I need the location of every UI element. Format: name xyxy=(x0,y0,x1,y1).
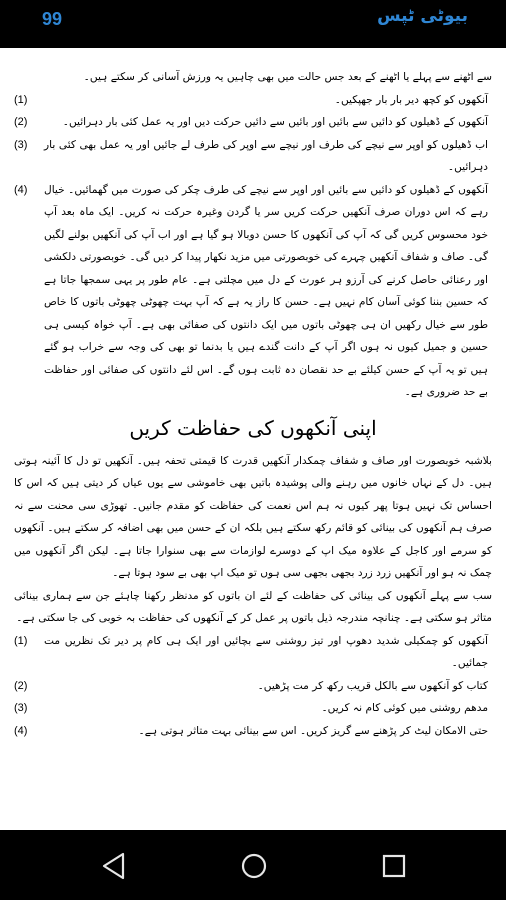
list-item xyxy=(14,179,492,404)
intro-line: سے اٹھنے سے پہلے یا اٹھنے کے بعد جس حالت میں بھی چاہیں یہ ورزش آسانی کر سکتے ہیں۔ xyxy=(83,71,492,83)
list-item-text: آنکھوں کو کچھ دیر بار بار جھپکیں۔ xyxy=(334,93,488,106)
list-item xyxy=(14,675,492,698)
tips-list xyxy=(14,630,492,743)
page-content xyxy=(14,66,492,742)
list-item-text: مدھم روشنی میں کوئی کام نہ کریں۔ xyxy=(321,702,488,714)
list-item xyxy=(14,111,492,134)
list-item-number: (1) xyxy=(14,634,28,647)
list-item-number: (3) xyxy=(14,702,28,714)
book-page[interactable] xyxy=(0,48,506,830)
exercise-list xyxy=(14,89,492,404)
list-item xyxy=(14,630,492,675)
list-item-text: حتی الامکان لیٹ کر پڑھنے سے گریز کریں۔ اس سے بینائی بہت متاثر ہوتی ہے۔ xyxy=(138,724,488,737)
list-item-text: آنکھوں کے ڈھیلوں کو دائیں سے بائیں اور بائیں سے دائیں حرکت دیں اور یہ عمل کئی بار دہرائیں۔ xyxy=(62,116,488,128)
app-title: بیوٹی ٹپس xyxy=(377,6,468,26)
recents-square-icon xyxy=(381,853,407,879)
list-item-text: آنکھوں کے ڈھیلوں کو دائیں سے بائیں اور اوپر سے نیچے کی طرف چکر کی صورت میں گھمائیں۔ خیال رہے کہ اس دوران صرف آنکھیں حرکت کریں سر یا گردن وغیرہ حرکت نہ کریں۔ ایک ماہ بعد آپ خود محسوس کریں گی کہ آپ کی آنکھوں کا حسن دوبالا ہو گیا ہے اور اب آپ کی آنکھیں بولنے لگیں گی۔ صاف و شفاف آنکھیں چہرے کی خوبصورتی میں مزید نکھار پیدا کر دیں گی۔ خوبصورتی دلکشی اور رعنائی حاصل کرنے کی آرزو ہر عورت کے دل میں مچلتی ہے۔ عام طور پر یہی سمجھا جاتا ہے کہ حسین بننا کوئی آسان کام نہیں ہے۔ حسن کا راز یہ ہے کہ آپ بہت چھوٹی چھوٹی باتوں کا خاص طور سے خیال رکھیں ان ہی چھوٹی باتوں میں ایک دانتوں کی صفائی بھی ہے۔ آپ خواہ کیسی ہی حسین و جمیل کیوں نہ ہوں اگر آپ کے دانت گندے ہیں یا بدنما تو بھی کی وجہ سے خراب ہو گئے ہیں تو یہ آپ کے حسن کیلئے بے حد نقصان دہ ثابت ہوں گے۔ اس لئے دانتوں کی صفائی اور حفاظت بے حد ضروری ہے۔ xyxy=(44,183,488,398)
list-item-number: (3) xyxy=(14,138,28,151)
list-item xyxy=(14,720,492,743)
back-triangle-icon xyxy=(101,852,127,880)
recents-button[interactable] xyxy=(380,852,408,880)
home-button[interactable] xyxy=(240,852,268,880)
app-header xyxy=(0,0,506,48)
list-item-number: (4) xyxy=(14,724,28,737)
list-item xyxy=(14,697,492,720)
back-button[interactable] xyxy=(100,852,128,880)
paragraph: سب سے پہلے آنکھوں کی بینائی کی حفاظت کے لئے ان باتوں کو مدنظر رکھنا چاہئے جن سے ہماری بینائی متاثر ہو سکتی ہے۔ چنانچہ مندرجہ ذیل باتوں پر عمل کر کے آنکھوں کی حفاظت بہ خوبی کی جا سکتی ہے۔ xyxy=(14,589,492,624)
system-nav-bar xyxy=(0,830,506,900)
list-item-number: (2) xyxy=(14,116,28,128)
list-item-number: (2) xyxy=(14,679,28,692)
list-item-number: (1) xyxy=(14,93,28,106)
list-item xyxy=(14,134,492,179)
paragraph: بلاشبہ خوبصورت اور صاف و شفاف چمکدار آنکھیں قدرت کا قیمتی تحفہ ہیں۔ آنکھیں تو دل کا آئینہ ہوتی ہیں۔ دل کے نہاں خانوں میں رہنے والی پوشیدہ باتیں بھی خاموشی سے یوں عیاں کر دیتی ہیں کہ اس کا احساس تک نہیں ہوتا پھر کیوں نہ ہم اس نعمت کی حفاظت کو مقدم جانیں۔ تھوڑی سی محنت سے نہ صرف ہم آنکھوں کی بینائی کو قائم رکھ سکتے ہیں بلکہ ان کے حسن میں بھی اضافہ کر سکتے ہیں۔ آنکھوں کو سرمے اور کاجل کے علاوہ میک اپ کے دوسرے لوازمات سے بھی سنوارا جاتا ہے۔ لیکن اگر آنکھوں میں چمک نہ ہو اور آنکھیں زرد زرد بجھی بجھی سی ہوں تو میک اپ بھی بے سود ہوتا ہے۔ xyxy=(14,454,492,579)
list-item-number: (4) xyxy=(14,183,28,196)
list-item-text: آنکھوں کو چمکیلی شدید دھوپ اور تیز روشنی سے بچائیں اور ایک ہی کام پر دیر تک نظریں مت جمائیں۔ xyxy=(44,634,488,669)
page-number: 99 xyxy=(42,9,63,29)
list-item-text: کتاب کو آنکھوں سے بالکل قریب رکھ کر مت پڑھیں۔ xyxy=(257,679,488,692)
section-heading: اپنی آنکھوں کی حفاظت کریں xyxy=(129,415,377,440)
list-item xyxy=(14,89,492,112)
home-circle-icon xyxy=(240,852,268,880)
list-item-text: اب ڈھیلوں کو اوپر سے نیچے کی طرف اور نیچے سے اوپر کی طرف لے جائیں اور یہ عمل بھی کئی بار دہرائیں۔ xyxy=(44,138,488,173)
